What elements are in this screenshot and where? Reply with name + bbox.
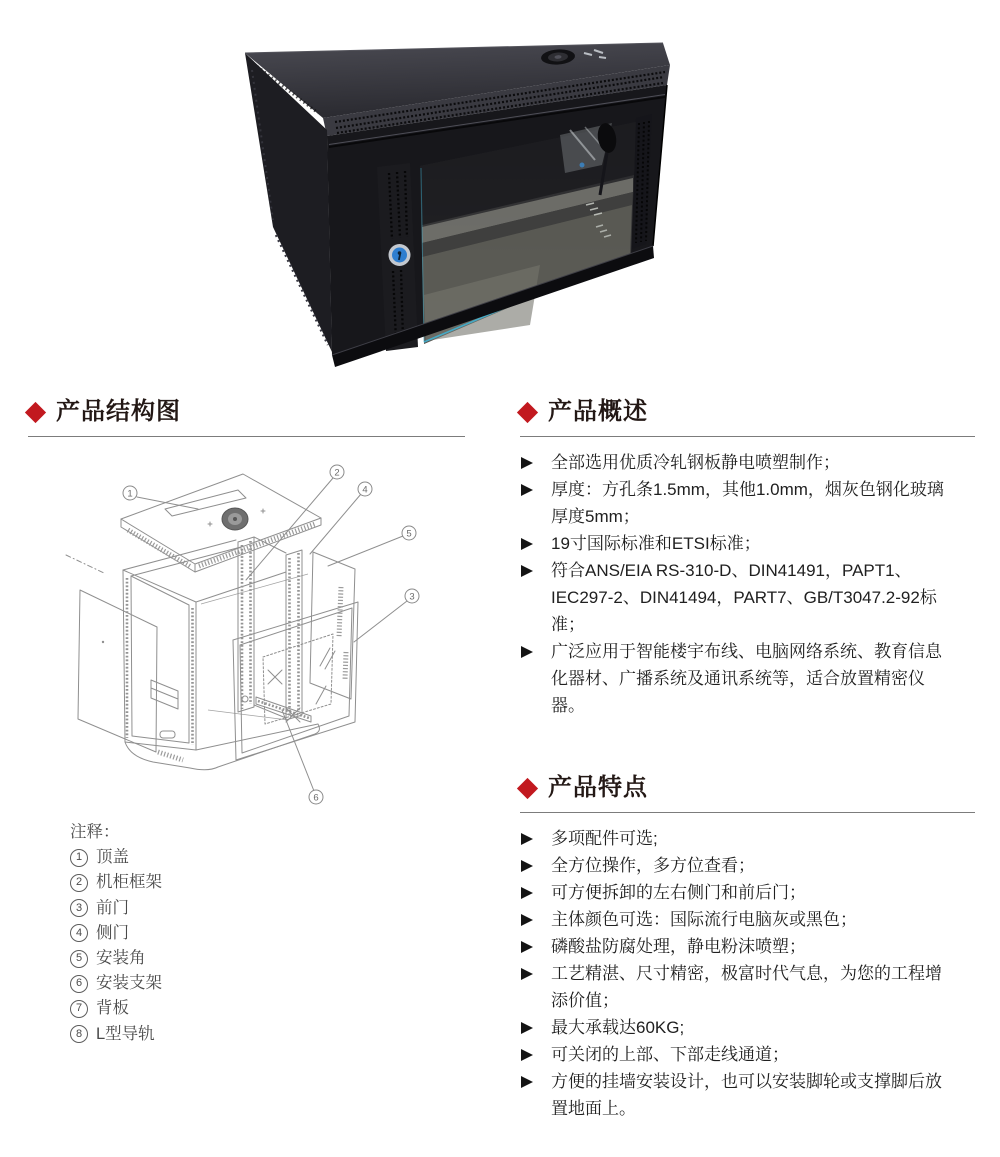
callout-1 [123, 486, 198, 509]
feature-item [520, 1014, 954, 1041]
overview-item [520, 449, 954, 476]
feature-item [520, 960, 954, 1014]
overview-item [520, 530, 954, 557]
red-diamond-icon [517, 401, 538, 422]
legend-label: 安装角 [96, 948, 146, 967]
feature-item-text: 全方位操作，多方位查看； [551, 856, 755, 875]
legend-label: 顶盖 [96, 848, 129, 867]
legend-item [70, 1022, 162, 1047]
svg-text:4: 4 [362, 484, 368, 496]
features-header [520, 774, 975, 813]
bullet-triangle-icon [521, 538, 533, 550]
callout-5 [328, 526, 416, 566]
legend-item [70, 996, 162, 1021]
lock-icon [389, 244, 411, 266]
callout-2 [246, 465, 344, 580]
side-panel-drawing [310, 552, 355, 699]
legend-title: 注释： [70, 823, 120, 841]
overview-item-text: 厚度：方孔条1.5mm，其他1.0mm，烟灰色钢化玻璃厚度5mm； [551, 480, 944, 526]
legend-item [70, 921, 162, 946]
bullet-triangle-icon [521, 457, 533, 469]
feature-item-text: 多项配件可选; [551, 829, 658, 848]
legend-num: 5 [70, 950, 88, 968]
feature-item [520, 906, 954, 933]
legend-num: 1 [70, 849, 88, 867]
structure-section [28, 398, 465, 437]
bullet-triangle-icon [521, 860, 533, 872]
feature-item-text: 可关闭的上部、下部走线通道； [551, 1045, 789, 1064]
legend-num: 6 [70, 975, 88, 993]
feature-item-text: 主体颜色可选：国际流行电脑灰或黑色； [551, 910, 857, 929]
feature-item-text: 可方便拆卸的左右侧门和前后门； [551, 883, 806, 902]
bullet-triangle-icon [521, 1022, 533, 1034]
bullet-triangle-icon [521, 565, 533, 577]
structure-header [28, 398, 465, 437]
structure-title: 产品结构图 [56, 398, 181, 425]
bullet-triangle-icon [521, 833, 533, 845]
features-section [520, 774, 975, 1122]
legend-item [70, 971, 162, 996]
legend-item [70, 870, 162, 895]
svg-text:5: 5 [406, 528, 412, 540]
feature-item [520, 1041, 954, 1068]
feature-item-text: 工艺精湛、尺寸精密，极富时代气息，为您的工程增添价值； [551, 964, 942, 1010]
svg-text:6: 6 [313, 792, 319, 804]
bullet-triangle-icon [521, 887, 533, 899]
overview-list [520, 449, 954, 719]
legend-item [70, 845, 162, 870]
overview-item-text: 19寸国际标准和ETSI标准； [551, 534, 761, 553]
feature-item-text: 最大承载达60KG; [551, 1018, 685, 1037]
svg-text:1: 1 [127, 488, 133, 500]
diagram-legend [70, 820, 162, 1047]
bullet-triangle-icon [521, 914, 533, 926]
overview-title: 产品概述 [548, 398, 648, 425]
legend-item [70, 946, 162, 971]
feature-item [520, 825, 954, 852]
feature-item [520, 1068, 954, 1122]
callout-4 [310, 482, 372, 554]
callout-3 [354, 589, 419, 642]
legend-label: 安装支架 [96, 974, 162, 993]
overview-section [520, 398, 975, 719]
overview-item [520, 638, 954, 719]
legend-label: 侧门 [96, 923, 129, 942]
top-cover-drawing [121, 474, 321, 572]
overview-item-text: 全部选用优质冷轧钢板静电喷塑制作； [551, 453, 840, 472]
feature-item [520, 933, 954, 960]
legend-label: 背板 [96, 999, 129, 1018]
legend-label: L型导轨 [96, 1024, 155, 1043]
feature-item-text: 磷酸盐防腐处理，静电粉沫喷塑； [551, 937, 806, 956]
red-diamond-icon [25, 401, 46, 422]
exploded-structure-diagram [58, 452, 478, 820]
legend-num: 8 [70, 1025, 88, 1043]
bullet-triangle-icon [521, 1049, 533, 1061]
features-list [520, 825, 954, 1122]
feature-item [520, 879, 954, 906]
svg-text:3: 3 [409, 591, 415, 603]
legend-label: 机柜框架 [96, 873, 162, 892]
legend-num: 3 [70, 899, 88, 917]
overview-item-text: 广泛应用于智能楼宇布线、电脑网络系统、教育信息化器材、广播系统及通讯系统等，适合放置精密仪器。 [551, 642, 942, 715]
bullet-triangle-icon [521, 1076, 533, 1088]
red-diamond-icon [517, 777, 538, 798]
legend-num: 4 [70, 924, 88, 942]
overview-item [520, 476, 954, 530]
legend-num: 7 [70, 1000, 88, 1018]
feature-item-text: 方便的挂墙安装设计，也可以安装脚轮或支撑脚后放置地面上。 [551, 1072, 942, 1118]
feature-item [520, 852, 954, 879]
overview-item [520, 557, 954, 638]
legend-label: 前门 [96, 898, 129, 917]
back-panel-drawing [66, 555, 157, 752]
bullet-triangle-icon [521, 968, 533, 980]
bullet-triangle-icon [521, 646, 533, 658]
svg-text:2: 2 [334, 467, 340, 479]
legend-num: 2 [70, 874, 88, 892]
screw-dot [580, 163, 585, 168]
bullet-triangle-icon [521, 941, 533, 953]
features-title: 产品特点 [548, 774, 648, 801]
product-photo [240, 15, 680, 380]
overview-header [520, 398, 975, 437]
legend-item [70, 896, 162, 921]
bullet-triangle-icon [521, 484, 533, 496]
overview-item-text: 符合ANS/EIA RS-310-D、DIN41491，PAPT1、IEC297-2、DIN41494，PART7、GB/T3047.2-92标准； [551, 561, 937, 634]
